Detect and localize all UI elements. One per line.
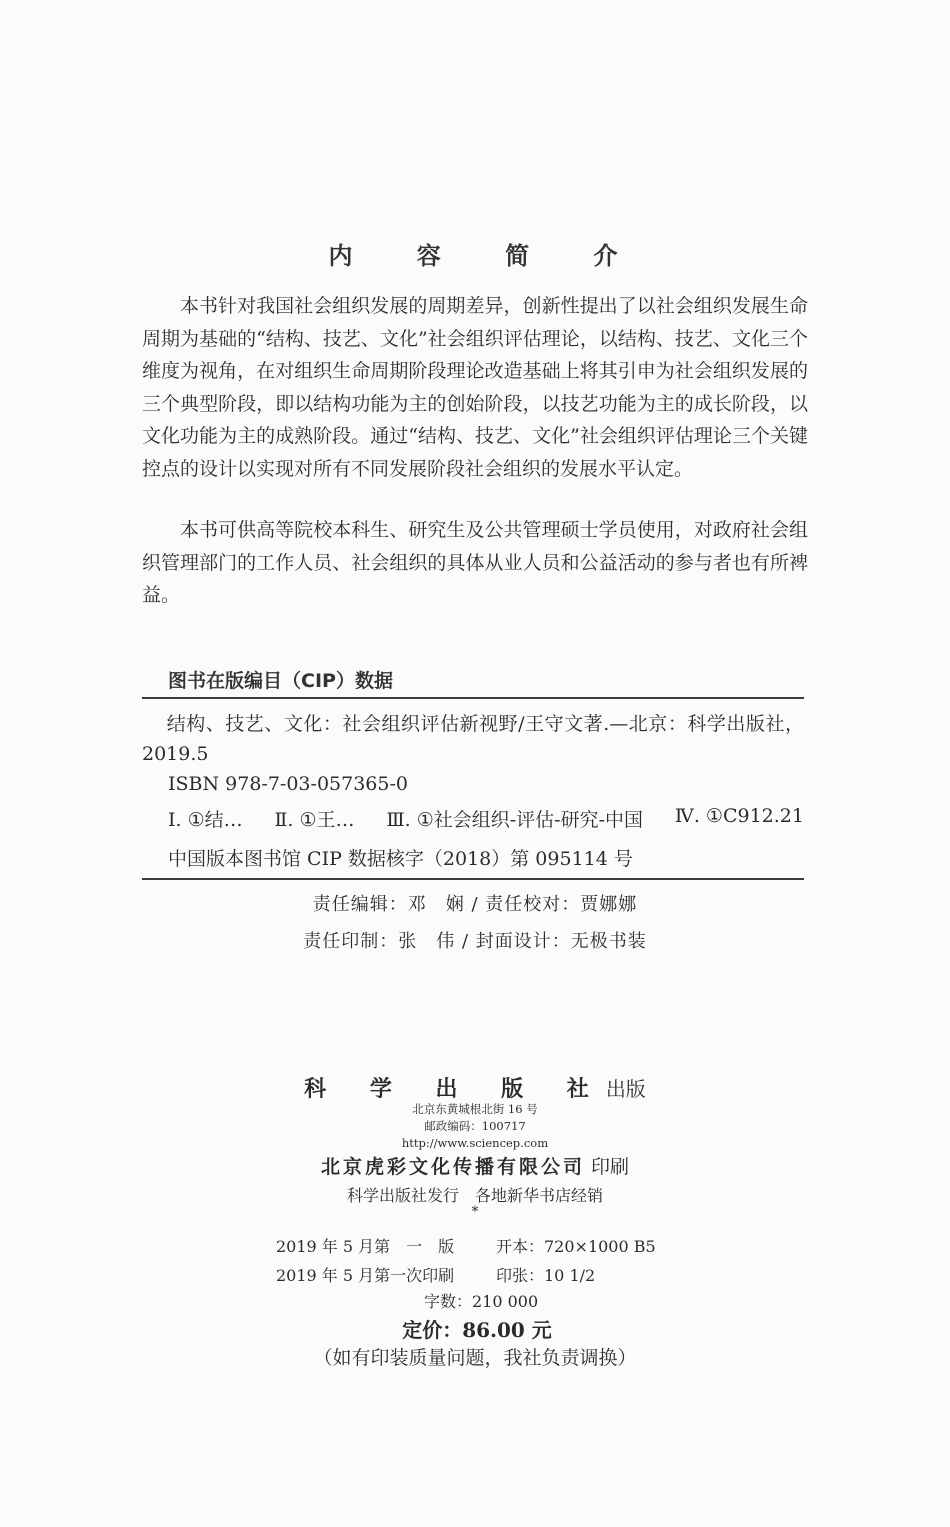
cip-record: 中国版本图书馆 CIP 数据核字（2018）第 095114 号	[168, 848, 633, 870]
publisher-line	[0, 1072, 950, 1103]
intro-paragraph-2	[142, 514, 808, 612]
publisher-suffix: 出版	[605, 1077, 646, 1101]
intro-text-1: 本书针对我国社会组织发展的周期差异，创新性提出了以社会组织发展生命周期为基础的“结构、技艺、文化”社会组织评估理论，以结构、技艺、文化三个维度为视角，在对组织生命周期阶段理论改造基础上将其引申为社会组织发展的三个典型阶段，即以结构功能为主的创始阶段，以技艺功能为主的成长阶段，以文化功能为主的成熟阶段。通过“结构、技艺、文化”社会组织评估理论三个关键控点的设计以实现对所有不同发展阶段社会组织的发展水平认定。	[142, 295, 808, 480]
printer-line	[0, 1152, 950, 1179]
edition-info: 2019 年 5 月第 一 版	[276, 1237, 455, 1256]
price: 定价：86.00 元	[402, 1318, 552, 1342]
cip-bottom-rule	[142, 878, 804, 880]
cip-class-3: Ⅲ. ①社会组织-评估-研究-中国	[386, 809, 644, 831]
intro-paragraph-1	[142, 290, 808, 485]
printer-suffix: 印刷	[591, 1156, 630, 1178]
printer-name: 北京虎彩文化传播有限公司	[320, 1156, 585, 1178]
printing-info: 2019 年 5 月第一次印刷	[276, 1266, 455, 1285]
cip-class-4: Ⅳ. ①C912.21	[674, 805, 804, 827]
format-info: 开本：720×1000 B5	[496, 1237, 656, 1256]
intro-text-2: 本书可供高等院校本科生、研究生及公共管理硕士学员使用，对政府社会组织管理部门的工作人员、社会组织的具体从业人员和公益活动的参与者也有所裨益。	[142, 519, 808, 606]
publisher-postcode: 邮政编码：100717	[424, 1119, 526, 1133]
cip-class-1: Ⅰ. ①结…	[168, 809, 243, 831]
publisher-url: http://www.sciencep.com	[401, 1136, 549, 1150]
separator-star: *	[471, 1204, 479, 1220]
intro-title: 内 容 简 介	[328, 242, 646, 270]
quality-notice: （如有印装质量问题，我社负责调换）	[313, 1347, 637, 1369]
cip-classification	[168, 805, 804, 832]
staff-production: 责任印制：张 伟 / 封面设计：无极书装	[303, 931, 647, 952]
cip-isbn: ISBN 978-7-03-057365-0	[168, 773, 408, 795]
cip-class-2: Ⅱ. ①王…	[274, 809, 355, 831]
publisher-address: 北京东黄城根北街 16 号	[412, 1102, 538, 1116]
sheets-info: 印张：10 1/2	[496, 1266, 596, 1285]
cip-top-rule	[142, 697, 804, 699]
staff-editors: 责任编辑：邓 娴 / 责任校对：贾娜娜	[312, 894, 638, 915]
publisher-name: 科 学 出 版 社	[304, 1076, 607, 1102]
word-count: 字数：210 000	[424, 1292, 539, 1311]
cip-title: 图书在版编目（CIP）数据	[168, 670, 393, 692]
distribution-line: 科学出版社发行 各地新华书店经销	[346, 1186, 603, 1205]
cip-description: 结构、技艺、文化：社会组织评估新视野/王守文著.—北京：科学出版社，2019.5	[142, 713, 804, 765]
